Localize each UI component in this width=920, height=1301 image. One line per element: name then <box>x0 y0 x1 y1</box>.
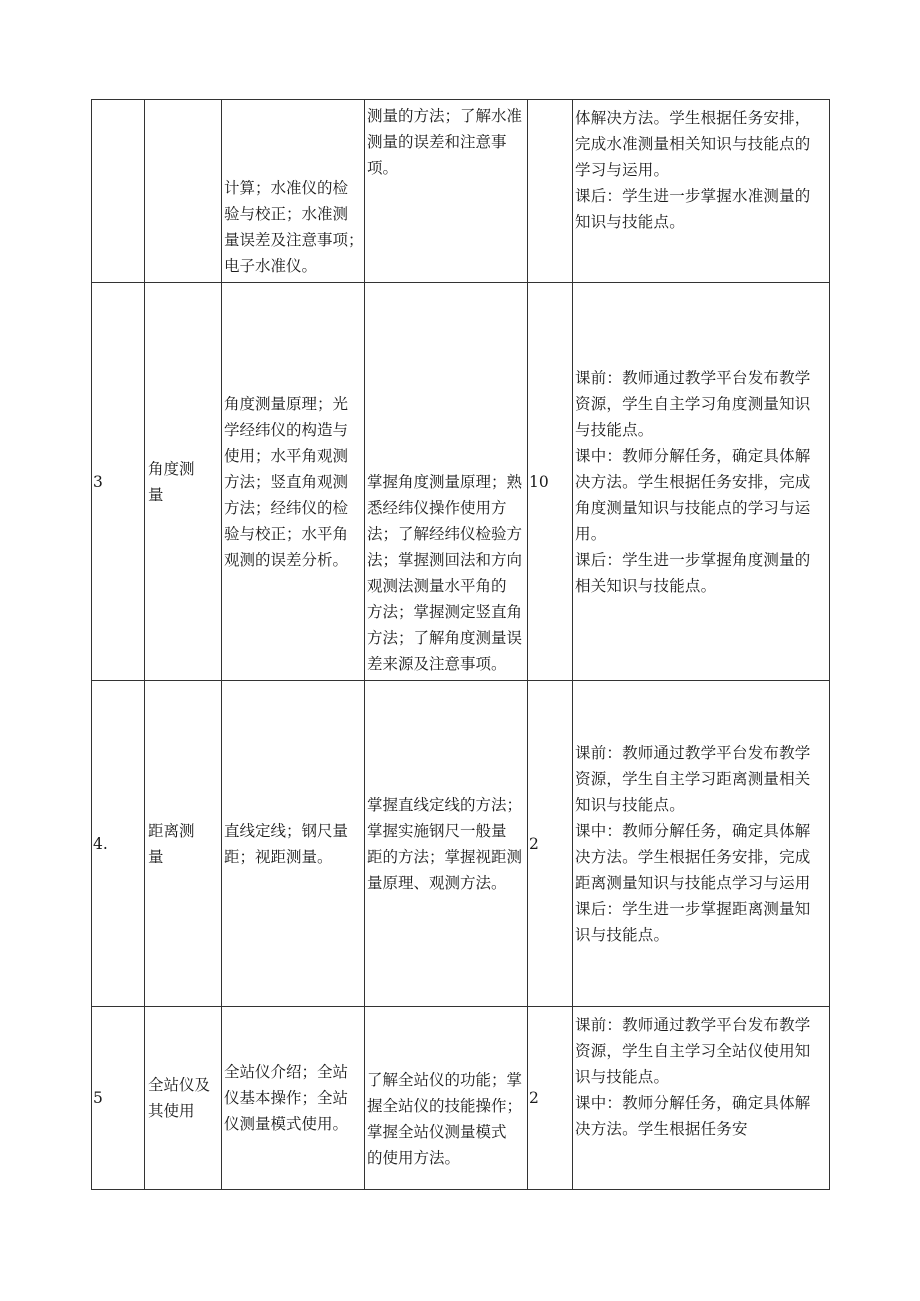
cell-text-line: 角度测量知识与技能点的学习与运 <box>575 498 811 517</box>
cell-text-line: 直线定线；钢尺量 <box>224 821 349 840</box>
hours-cell: 2 <box>528 1007 573 1190</box>
topic-name-cell <box>145 681 222 1007</box>
cell-text-line: 方法；经纬仪的检 <box>224 498 349 517</box>
goal-cell <box>365 283 528 681</box>
row-number-cell <box>92 100 145 283</box>
table-row <box>92 1007 830 1190</box>
content-cell <box>222 681 365 1007</box>
row-number-cell: 3 <box>92 283 145 681</box>
teaching-method-cell <box>573 100 830 283</box>
content-cell <box>222 1007 365 1190</box>
cell-text-line: 量误差及注意事项； <box>224 231 364 249</box>
cell-text-line: 学习与运用。 <box>575 161 670 179</box>
course-schedule-table <box>91 99 830 1190</box>
cell-text-line: 相关知识与技能点。 <box>575 576 717 595</box>
cell-text-line: 掌握直线定线的方法； <box>367 795 523 814</box>
cell-text-line: 课后：学生进一步掌握角度测量的 <box>575 550 811 569</box>
cell-text-line: 资源，学生自主学习全站仪使用知 <box>575 1042 811 1060</box>
cell-text-line: 体解决方法。学生根据任务安排， <box>575 109 811 127</box>
cell-text-line: 掌握全站仪测量模式 <box>367 1123 507 1141</box>
cell-text-line: 全站仪及 <box>148 1076 211 1094</box>
cell-text-line: 知识与技能点。 <box>575 795 685 814</box>
teaching-method-cell <box>573 1007 830 1190</box>
cell-text-line: 掌握角度测量原理；熟 <box>367 473 523 491</box>
cell-text-line: 观测法测量水平角的 <box>367 577 507 595</box>
hours-cell <box>528 100 573 283</box>
cell-text-line: 知识与技能点。 <box>575 213 685 231</box>
cell-text-line: 决方法。学生根据任务安 <box>575 1120 748 1138</box>
cell-text-line: 仪基本操作；全站 <box>224 1089 349 1107</box>
cell-text-line: 方法；了解角度测量误 <box>367 629 523 647</box>
cell-text-line: 握全站仪的技能操作； <box>367 1097 523 1115</box>
cell-text-line: 资源，学生自主学习角度测量知识 <box>575 394 811 413</box>
cell-text-line: 掌握实施钢尺一般量 <box>367 821 507 840</box>
cell-text-line: 电子水准仪。 <box>224 257 318 275</box>
cell-text-line: 用。 <box>575 524 607 543</box>
cell-text-line: 资源，学生自主学习距离测量相关 <box>575 769 811 788</box>
row-number-cell: 5 <box>92 1007 145 1190</box>
cell-text-line: 方法；竖直角观测 <box>224 472 349 491</box>
cell-text-line: 距；视距测量。 <box>224 847 333 866</box>
cell-text-line: 悉经纬仪操作使用方 <box>367 499 507 517</box>
cell-text-line: 测量的误差和注意事 <box>367 133 507 151</box>
cell-text-line: 课中：教师分解任务，确定具体解 <box>575 446 811 465</box>
cell-text-line: 差来源及注意事项。 <box>367 655 507 673</box>
cell-text-line: 课后：学生进一步掌握距离测量知 <box>575 899 811 918</box>
cell-text-line: 观测的误差分析。 <box>224 550 349 569</box>
hours-cell: 2 <box>528 681 573 1007</box>
cell-text-line: 学经纬仪的构造与 <box>224 420 349 439</box>
cell-text-line: 课后：学生进一步掌握水准测量的 <box>575 187 811 205</box>
goal-cell <box>365 681 528 1007</box>
cell-text-line: 方法；掌握测定竖直角 <box>367 603 523 621</box>
cell-text-line: 课中：教师分解任务，确定具体解 <box>575 1094 811 1112</box>
cell-text-line: 角度测 <box>148 459 195 478</box>
cell-text-line: 测量的方法；了解水准 <box>367 107 523 125</box>
table-row <box>92 100 830 283</box>
cell-text-line: 识与技能点。 <box>575 925 670 944</box>
teaching-method-cell <box>573 681 830 1007</box>
cell-text-line: 课前：教师通过教学平台发布教学 <box>575 1016 811 1034</box>
cell-text-line: 验与校正；水准测 <box>224 205 349 223</box>
topic-name-cell <box>145 283 222 681</box>
cell-text-line: 角度测量原理；光 <box>224 394 349 413</box>
cell-text-line: 量 <box>148 847 164 866</box>
cell-text-line: 法；掌握测回法和方向 <box>367 551 523 569</box>
cell-text-line: 量 <box>148 485 164 504</box>
cell-text-line: 与技能点。 <box>575 420 654 439</box>
cell-text-line: 全站仪介绍；全站 <box>224 1063 349 1081</box>
cell-text-line: 仪测量模式使用。 <box>224 1115 349 1133</box>
cell-text-line: 课前：教师通过教学平台发布教学 <box>575 368 811 387</box>
cell-text-line: 项。 <box>367 159 399 177</box>
row-number-cell: 4. <box>92 681 145 1007</box>
content-cell <box>222 283 365 681</box>
cell-text-line: 课中：教师分解任务，确定具体解 <box>575 821 811 840</box>
cell-text-line: 识与技能点。 <box>575 1068 670 1086</box>
table-row <box>92 681 830 1007</box>
cell-text-line: 距离测量知识与技能点学习与运用 <box>575 873 811 892</box>
cell-text-line: 验与校正；水平角 <box>224 524 349 543</box>
topic-name-cell <box>145 100 222 283</box>
cell-text-line: 计算；水准仪的检 <box>224 179 349 197</box>
hours-cell: 10 <box>528 283 573 681</box>
cell-text-line: 了解全站仪的功能；掌 <box>367 1071 523 1089</box>
cell-text-line: 决方法。学生根据任务安排，完成 <box>575 847 811 866</box>
cell-text-line: 其使用 <box>148 1102 195 1120</box>
cell-text-line: 决方法。学生根据任务安排，完成 <box>575 472 811 491</box>
goal-cell <box>365 100 528 283</box>
goal-cell <box>365 1007 528 1190</box>
cell-text-line: 法；了解经纬仪检验方 <box>367 525 523 543</box>
cell-text-line: 的使用方法。 <box>367 1149 461 1167</box>
content-cell <box>222 100 365 283</box>
cell-text-line: 课前：教师通过教学平台发布教学 <box>575 743 811 762</box>
cell-text-line: 使用；水平角观测 <box>224 446 349 465</box>
cell-text-line: 量原理、观测方法。 <box>367 873 507 892</box>
table-row <box>92 283 830 681</box>
cell-text-line: 距的方法；掌握视距测 <box>367 847 523 866</box>
topic-name-cell <box>145 1007 222 1190</box>
cell-text-line: 距离测 <box>148 821 195 840</box>
cell-text-line: 完成水准测量相关知识与技能点的 <box>575 135 811 153</box>
teaching-method-cell <box>573 283 830 681</box>
